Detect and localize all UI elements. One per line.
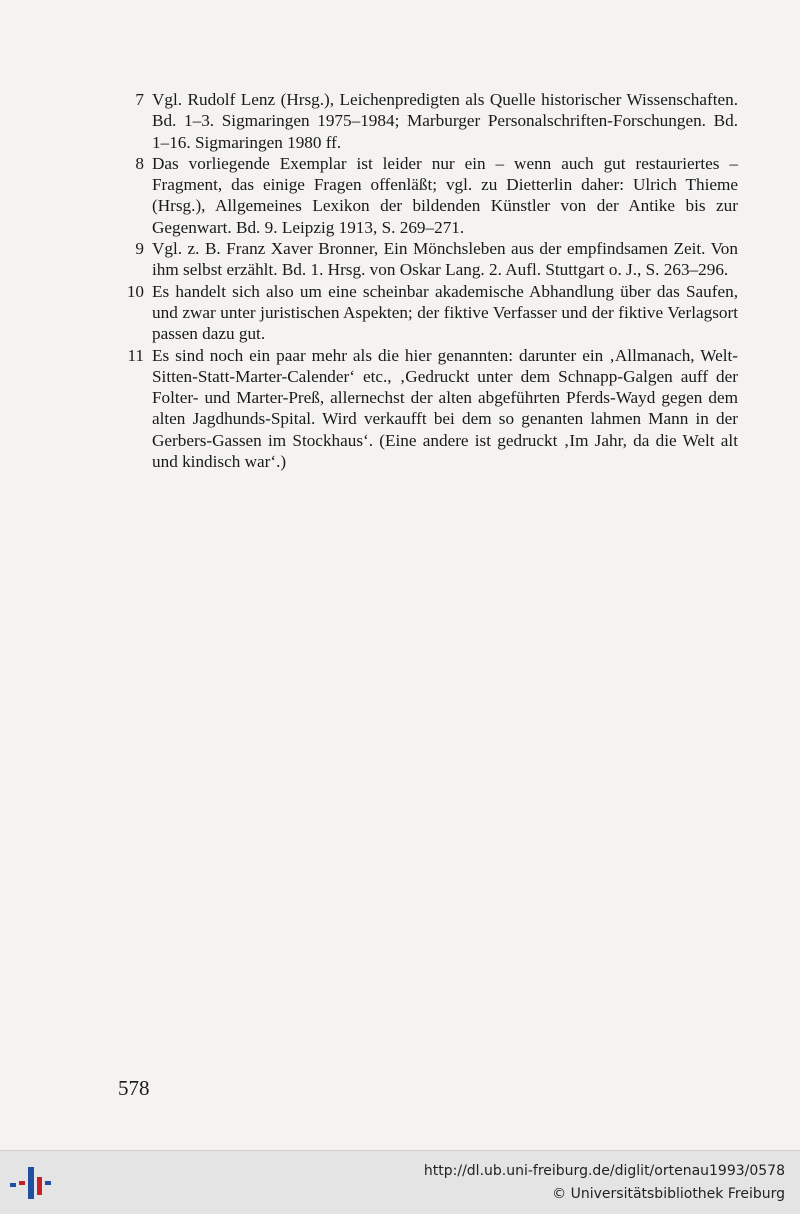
footnotes bbox=[118, 89, 738, 472]
footnote-number: 7 bbox=[135, 90, 144, 109]
footnote-text: Es sind noch ein paar mehr als die hier genannten: darunter ein ‚Allmanach, Welt-Sitten-Statt-Marter-Calender‘ etc., ‚Gedruckt unter dem Schnapp-Galgen auff der Folter- und Marter-Preß, allernechst der alten abgeführten Pferds-Wayd gegen dem alten Jagdhunds-Spital. Wird verkaufft bei dem so genanten lahmen Mann in der Gerbers-Gassen im Stockhaus‘. (Eine andere ist gedruckt ‚Im Jahr, da die Welt alt und kindisch war‘.) bbox=[152, 345, 738, 472]
page-number: 578 bbox=[118, 1076, 150, 1100]
footnote-text: Vgl. Rudolf Lenz (Hrsg.), Leichenpredigten als Quelle historischer Wissenschaften. Bd. 1–3. Sigmaringen 1975–1984; Marburger Personalschriften-Forschungen. Bd. 1–16. Sigmaringen 1980 ff. bbox=[152, 90, 738, 152]
footnote bbox=[118, 345, 738, 473]
footnote-number: 11 bbox=[127, 345, 144, 365]
footnote-number: 8 bbox=[135, 153, 144, 173]
footnote-number: 10 bbox=[126, 281, 144, 301]
viewer-footer bbox=[0, 1150, 800, 1214]
ub-freiburg-logo-icon bbox=[8, 1163, 52, 1203]
copyright-notice: © Universitätsbibliothek Freiburg bbox=[552, 1186, 785, 1202]
footnote bbox=[118, 281, 738, 345]
footnote-text: Vgl. z. B. Franz Xaver Bronner, Ein Mönchsleben aus der empfindsamen Zeit. Von ihm selbst erzählt. Bd. 1. Hrsg. von Oskar Lang. 2. Aufl. Stuttgart o. J., S. 263–296. bbox=[152, 239, 738, 280]
footnote bbox=[118, 238, 738, 281]
footnote-text: Es handelt sich also um eine scheinbar akademische Abhandlung über das Saufen, und zwar unter juristischen Aspekten; der fiktive Verfasser und der fiktive Verlagsort passen dazu gut. bbox=[152, 281, 738, 344]
footnote-number: 9 bbox=[135, 239, 144, 259]
footnote-text: Das vorliegende Exemplar ist leider nur ein – wenn auch gut restauriertes – Fragment, das einige Fragen offenläßt; vgl. zu Dietterlin daher: Ulrich Thieme (Hrsg.), Allgemeines Lexikon der bildenden Künstler von der Antike bis zur Gegenwart. Bd. 9. Leipzig 1913, S. 269–271. bbox=[152, 153, 738, 237]
source-url-link[interactable]: http://dl.ub.uni-freiburg.de/diglit/ortenau1993/0578 bbox=[423, 1163, 785, 1179]
footnote bbox=[118, 89, 738, 153]
footnote bbox=[118, 153, 738, 238]
